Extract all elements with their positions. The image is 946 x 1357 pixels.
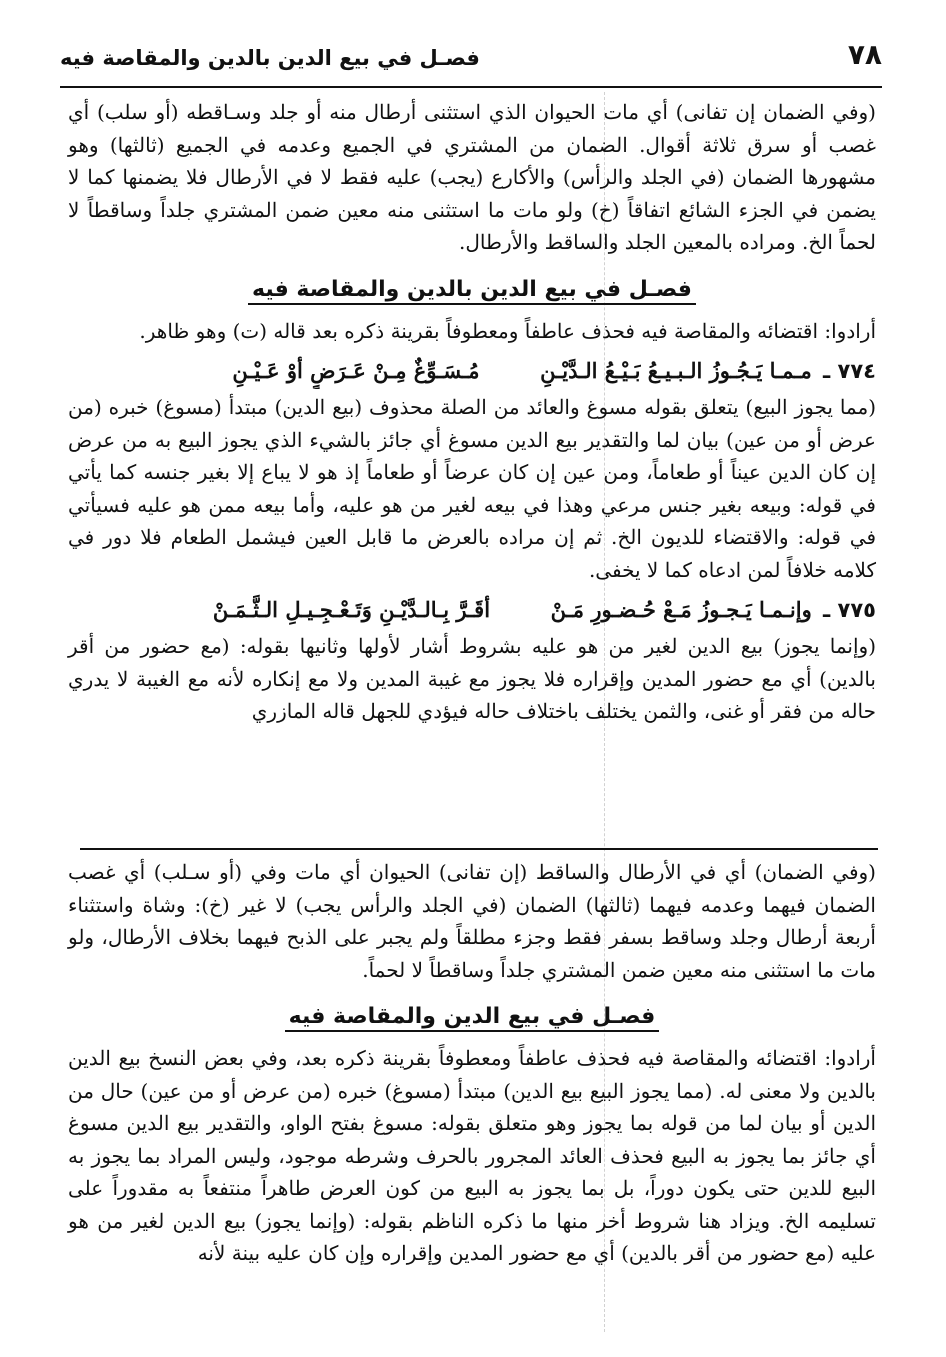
verse-774: [68, 353, 876, 389]
section-heading-text: فصـل في بيع الدين بالدين والمقاصة فيه: [248, 277, 696, 305]
running-title: فصـل في بيع الدين بالدين والمقاصة فيه: [60, 46, 480, 70]
verse-first-hemistich: وإنـمـا يَـجـوزُ مَـعْ حُـضـورِ مَـنْ: [550, 597, 812, 622]
commentary-text: [68, 856, 876, 1270]
commentary-section-heading: [68, 1000, 876, 1034]
main-paragraph-1: (وفي الضمان إن تفانى) أي مات الحيوان الذي استثنى أرطال منه أو جلد وسـاقطه (أو سلب) أي غصب أو سرق ثلاثة أقوال. الضمان من المشتري في الجميع وعدمه في الجميع (ثالثها) وهو مشهورها الضمان (في الجلد والرأس) والأكارع (يجب) عليه فقط لا في الأرطال فلا يضمنها كما لا يضمن في الجزء الشائع اتفاقاً (خ) ولو مات ما استثنى منه معين ضمن المشتري جلداً وساقطاً لا لحماً الخ. ومراده بالمعين الجلد والساقط والأرطال.: [68, 100, 876, 254]
main-paragraph-4: (وإنما يجوز) بيع الدين لغير من هو عليه بشروط أشار لأولها وثانيها بقوله: (مع حضور من أقر بالدين) أي مع حضور المدين وإقراره فلا يجوز مع غيبة المدين ولا مع إنكاره لأنه مع الغيبة لا يدري حاله من فقر أو غنى، والثمن يختلف باختلاف حاله فيؤدي للجهل قاله المازري: [68, 634, 876, 723]
main-text: [68, 96, 876, 728]
running-header: [60, 38, 882, 82]
verse-second-hemistich: أقَـرَّ بِـالـدَّيْـنِ وَتَـعْـجِـيـلِ الـثَّـمَـنْ: [212, 597, 491, 622]
verse-number: ٧٧٤ ـ: [823, 359, 876, 383]
verse-first-hemistich: مـمـا يَـجُـوزُ الـبـيـعُ بَـيْـعُ الـدَّيْـنِ: [540, 358, 812, 383]
verse-number: ٧٧٥ ـ: [823, 598, 876, 622]
section-heading: [68, 273, 876, 307]
header-rule: [60, 86, 882, 88]
commentary-paragraph-2: أرادوا: اقتضائه والمقاصة فيه فحذف عاطفاً ومعطوفاً بقرينة ذكره بعد، وفي بعض النسخ بيع الدين بالدين ولا معنى له. (مما يجوز البيع بيع الدين) مبتدأ (مسوغ) خبره (من عرض أو من عين) حال من الدين أو بيان لما من قوله بما يجوز وهو متعلق بقوله: مسوغ بفتح الواو، والتقدير بيع الدين مسوغ أي جائز بما يجوز به البيع فحذف العائد المجرور بالحرف وشرطه موجود، وليس المراد بما يجوز به البيع للدين حتى يكون دوراً، بل بما يجوز به البيع من كون العرض طاهراً منتفعاً به مقدوراً على تسليمه الخ. ويزاد هنا شروط أخر منها ما ذكره الناظم بقوله: (وإنما يجوز) بيع الدين لغير من هو عليه (مع حضور من أقر بالدين) أي مع حضور المدين وإقراره وإن كان عليه بينة لأنه: [68, 1046, 876, 1265]
commentary-paragraph-1: (وفي الضمان) أي في الأرطال والساقط (إن تفانى) الحيوان أي مات وفي (أو سـلب) أي غصب الضمان فيهما وعدمه فيهما (ثالثها) الضمان (في الجلد والرأس يجب) لا غير (خ): وشاة واستثناء أربعة أرطال وجلد وساقط بسفر فقط وجزء مطلقاً ولم يجبر على الذبح فيهما بخلاف الأرطال، ولو مات ما استثنى منه معين ضمن المشتري جلداً وساقطاً لا لحماً.: [68, 860, 876, 982]
commentary-section-heading-text: فصـل في بيع الدين والمقاصة فيه: [285, 1004, 660, 1032]
verse-second-hemistich: مُـسَـوِّغٌ مِـنْ عَـرَضٍ أوْ عَـيْـنِ: [232, 358, 480, 383]
commentary-separator-rule: [80, 848, 878, 850]
main-paragraph-2: أرادوا: اقتضائه والمقاصة فيه فحذف عاطفاً ومعطوفاً بقرينة ذكره بعد قاله (ت) وهو ظاهر.: [139, 318, 876, 343]
verse-775: [68, 592, 876, 628]
main-paragraph-3: (مما يجوز البيع) يتعلق بقوله مسوغ والعائد من الصلة محذوف (بيع الدين) مبتدأ (مسوغ) خبره (من عرض أو من عين) بيان لما والتقدير بيع الدين مسوغ أي جائز بالشيء الذي يجوز البيع به من عرض إن كان الدين عيناً أو طعاماً، ومن عين إن كان عرضاً أو طعاماً إذ هو لا يباع إلا بغير جنسه كما يأتي في قوله: وبيعه بغير جنس مرعي وهذا في بيعه لغير من هو عليه، وأما بيعه ممن هو عليه فسيأتي في قوله: والاقتضاء للديون الخ. ثم إن مراده بالعرض ما قابل العين فيشمل الطعام فلا دور في كلامه خلافاً لمن ادعاه كما لا يخفى.: [68, 395, 876, 582]
page-number: ٧٨: [847, 38, 882, 71]
